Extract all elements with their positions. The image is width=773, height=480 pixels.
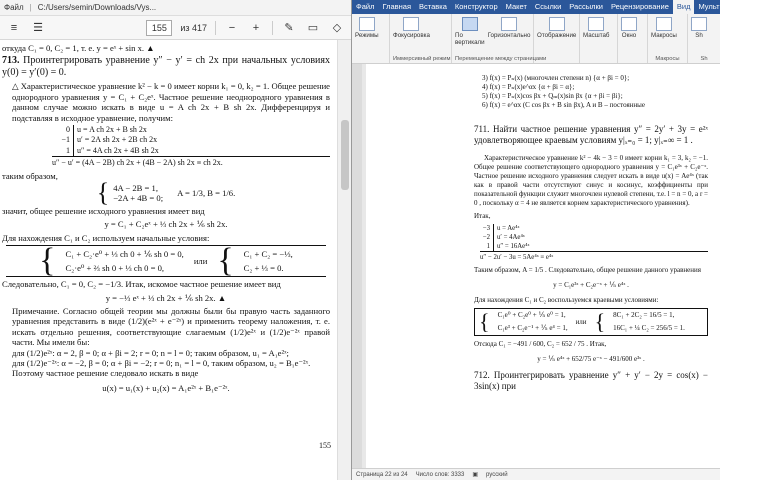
- horizontal-button[interactable]: Горизонтально: [488, 17, 531, 46]
- file-label: Файл: [4, 3, 24, 12]
- status-language[interactable]: русский: [486, 471, 508, 478]
- tab-review[interactable]: Рецензирование: [610, 2, 669, 11]
- navigation-strip: [352, 64, 362, 468]
- final-solution: y = ⅕ e⁴ˣ + 652/75 e⁻ˣ − 491/600 e³ˣ .: [537, 355, 645, 363]
- solution-text: △ Характеристическое уравнение k² − k = 0 имеет корни k₁ = 0, k₂ = 1. Общее решение однородного уравнения y = C₁ + C₂eˣ. Частное решение неоднородного уравнения в данном случае можно искать в виде u = A ch 2x + B sh 2x. Дифференцируя и подставляя в исходное уравнение, получим:: [12, 81, 330, 123]
- tab-view[interactable]: Вид: [673, 0, 695, 14]
- sh-icon: [691, 17, 707, 31]
- problem-text: Проинтегрировать уравнение y″ − y′ = ch 2x при начальных условиях y(0) = y′(0) = 0.: [2, 55, 331, 79]
- tab-mailings[interactable]: Рассылки: [569, 2, 603, 11]
- ribbon-group-zoom: [580, 14, 618, 63]
- zoom-button[interactable]: Масштаб: [583, 17, 609, 39]
- pdf-toolbar: [0, 16, 351, 40]
- vertical-button[interactable]: По вертикали: [455, 17, 485, 46]
- draw-icon[interactable]: ✎: [284, 22, 294, 34]
- table-sum: u″ − 2u′ − 3u = 5Ae⁴ˣ ≡ e⁴ˣ: [480, 251, 708, 262]
- ribbon-group-page-movement: По вертикали Горизонтально Перемещение между страницами: [452, 14, 534, 63]
- pdf-scrollbar[interactable]: [337, 40, 351, 480]
- initial-conditions-system: { C₁ + C₂·e⁰ + ⅓ ch 0 + ⅙ sh 0 = 0, C₂·e⁰ + ⅔ sh 0 + ⅓ ch 0 = 0, или { C₁ + C₂ = −⅓, C₂ + ⅓ = 0.: [6, 245, 326, 277]
- window-button[interactable]: Окно: [621, 17, 637, 39]
- text-line: значит, общее решение исходного уравнения имеет вид: [2, 205, 205, 216]
- pdf-page-content: [0, 40, 336, 480]
- table-row: 0 u = A ch 2x + B sh 2x: [52, 125, 330, 135]
- word-window: [352, 0, 769, 480]
- table-row: 1 u″ = 4A ch 2x + 4B sh 2x: [52, 146, 330, 156]
- horizontal-icon: [501, 17, 517, 31]
- final-formula: u(x) = u₁(x) + u₂(x) = A₁e²ˣ + B₁e⁻²ˣ.: [102, 382, 230, 393]
- note-text: Поэтому частное решение следовало искать в виде: [12, 368, 199, 379]
- ribbon-group-macros: Макросы Макросы: [648, 14, 688, 63]
- list-item: 6) f(x) = e^αx (C cos βx + B sin βx), A и B – постоянные: [482, 101, 645, 109]
- modes-button[interactable]: Режимы: [355, 17, 379, 39]
- file-path[interactable]: C:/Users/semin/Downloads/Vys...: [37, 3, 157, 12]
- ribbon-view: [352, 14, 720, 64]
- status-bar: [352, 468, 720, 480]
- ribbon-group-immersive: Фокусировка Иммерсивный режим: [390, 14, 452, 63]
- text-line: Для нахождения C₁ и C₂ воспользуемся краевыми условиями:: [474, 296, 659, 304]
- text-line: Для нахождения C₁ и C₂ используем начальные условия:: [2, 232, 210, 243]
- text-line: Следовательно, C₁ = 0, C₂ = −1/3. Итак, искомое частное решение имеет вид: [2, 279, 281, 290]
- tab-home[interactable]: Главная: [382, 2, 411, 11]
- note-text: Примечание. Согласно общей теории мы должны были бы правую часть заданного уравнения представить в виде (1/2)(e²ˣ + e⁻²ˣ) и применить теорему наложения, т. е. искать отдельно решения, соответствующие слагаемым (1/2)e²ˣ и (1/2)e⁻²ˣ правой части. Мы имели бы:: [12, 305, 330, 348]
- general-solution: y = C₁ + C₂eˣ + ⅓ ch 2x + ⅙ sh 2x.: [104, 219, 228, 230]
- zoom-icon: [588, 17, 604, 31]
- show-button[interactable]: Отображение: [537, 17, 576, 39]
- minus-icon[interactable]: −: [228, 21, 236, 34]
- text-line: Таким образом, A = 1/5 . Следовательно, общее решение данного уравнения: [474, 266, 701, 274]
- text-line: Итак,: [474, 212, 491, 220]
- ribbon-tabs: [352, 0, 769, 14]
- separator: |: [29, 3, 32, 12]
- text-line: откуда C₁ = 0, C₂ = 1, т. е. y = eˣ + sin x. ▲: [2, 43, 155, 53]
- tab-help[interactable]: Справка: [739, 2, 769, 11]
- pdf-viewer: [0, 0, 352, 480]
- vertical-icon: [462, 17, 478, 31]
- tab-design[interactable]: Конструктор: [454, 2, 498, 11]
- problem-number: 713.: [2, 55, 20, 67]
- scrollbar-thumb[interactable]: [341, 120, 349, 190]
- ribbon-group-show: [534, 14, 580, 63]
- derivative-table: [480, 224, 708, 262]
- derivative-table: [52, 125, 330, 169]
- problem-711: 711. Найти частное решение уравнения y″ = 2y′ + 3y = e²ˣ удовлетворяющее краевым условиям y|ₓ₌₀ = 1; y|ₓ₌∞ = 1 .: [474, 124, 708, 145]
- table-sum: u″ − u′ = (4A − 2B) ch 2x + (4B − 2A) sh 2x ≡ ch 2x.: [52, 156, 330, 168]
- pdf-address-bar: [0, 0, 351, 16]
- plus-icon[interactable]: +: [252, 21, 260, 34]
- note-text: для (1/2)e⁻²ˣ: α = −2, β = 0; α + βi = −2; r = 0; n₁ = l = 0, таким образом, u₂ = B₁e⁻²ˣ.: [12, 357, 311, 368]
- list-item: 3) f(x) = Pₙ(x) (многочлен степени n) {α + βi = 0};: [482, 74, 630, 82]
- status-words[interactable]: Число слов: 3333: [415, 471, 465, 478]
- highlight-icon[interactable]: ▭: [307, 22, 319, 34]
- general-solution: y = C₁e³ˣ + C₂e⁻ˣ + ⅕ e⁴ˣ .: [553, 281, 629, 289]
- table-row: −2 u′ = 4Ae⁴ˣ: [480, 233, 708, 242]
- window-icon: [621, 17, 637, 31]
- note-text: для (1/2)e²ˣ: α = 2, β = 0; α + βi = 2; r = 0; n = l = 0; таким образом, u₁ = A₁e²ˣ;: [12, 347, 289, 358]
- ribbon-group-modes: [352, 14, 390, 63]
- particular-solution: y = −⅓ eˣ + ⅓ ch 2x + ⅙ sh 2x. ▲: [105, 292, 227, 303]
- focus-icon: [403, 17, 419, 31]
- problem-712: 712. Проинтегрировать уравнение y″ + y′ − 2y = cos(x) − 3sin(x) при: [474, 370, 708, 391]
- char-equation-text: Характеристическое уравнение k² − 4k − 3 = 0 имеет корни k₁ = 3, k₂ = −1. Общее решение соответствующего однородного уравнения y = C₁e³ˣ + C₂e⁻ˣ. Частное решение исходного уравнения следует искать в виде u(x) = Ae⁴ˣ (так как в правой части отсутствуют синус и косинус, коэффициенты при показательной функции служит многочлен нулевой степени, т.е. l = n = 0, а r = 0 , поскольку α = 4 не является корнем характеристического уравнения).: [474, 154, 708, 207]
- modes-icon: [359, 17, 375, 31]
- focus-button[interactable]: Фокусировка: [393, 17, 430, 39]
- ribbon-group-window: [618, 14, 648, 63]
- macros-icon: [656, 17, 672, 31]
- contents-icon[interactable]: ☰: [33, 22, 43, 34]
- macros-button[interactable]: Макросы: [651, 17, 677, 39]
- tab-layout[interactable]: Макет: [505, 2, 527, 11]
- eraser-icon[interactable]: ◇: [332, 22, 342, 34]
- table-row: 1 u″ = 16Ae⁴ˣ: [480, 242, 708, 251]
- page-total: из 417: [180, 22, 207, 33]
- list-item: 5) f(x) = Pₙ(x)cos βx + Qₘ(x)sin βx {α + βi = βi};: [482, 92, 623, 100]
- text-line: Отсюда C₁ = −491 / 600, C₂ = 652 / 75 . Итак,: [474, 340, 607, 348]
- tab-insert[interactable]: Вставка: [419, 2, 447, 11]
- boundary-conditions-system: { C₁e⁰ + C₂e⁰ + ⅕ e⁰ = 1, C₁e³ + C₂e⁻¹ + ⅕ e⁴ = 1, или { 8C₁ + 2C₂ = 16/5 = 1, 16C₁ + ¼ C₂ = 256/5 = 1.: [474, 308, 708, 336]
- table-row: −3 u = Ae⁴ˣ: [480, 224, 708, 233]
- document-page[interactable]: [366, 64, 720, 468]
- page-number: 155: [319, 441, 331, 450]
- tab-multitran[interactable]: Мультитр: [698, 2, 732, 11]
- hamburger-icon[interactable]: ≡: [10, 21, 18, 34]
- status-page[interactable]: Страница 22 из 24: [356, 471, 408, 478]
- table-row: −1 u′ = 2A sh 2x + 2B ch 2x: [52, 135, 330, 145]
- list-item: 4) f(x) = Pₙ(x)e^αx {α + βi = α};: [482, 83, 575, 91]
- text-line: таким образом,: [2, 170, 58, 181]
- spellcheck-icon[interactable]: ▣: [472, 472, 479, 478]
- ribbon-group-sh: Sh Sh: [688, 14, 720, 63]
- tab-file[interactable]: Файл: [356, 2, 375, 11]
- page-number-input[interactable]: 155: [146, 20, 172, 36]
- show-icon: [549, 17, 565, 31]
- tab-references[interactable]: Ссылки: [534, 2, 562, 11]
- equation-system: { 4A − 2B = 1, −2A + 4B = 0; A = 1/3, B = 1/6.: [96, 178, 236, 208]
- problem-713: [2, 55, 330, 79]
- sh-button[interactable]: Sh: [691, 17, 707, 39]
